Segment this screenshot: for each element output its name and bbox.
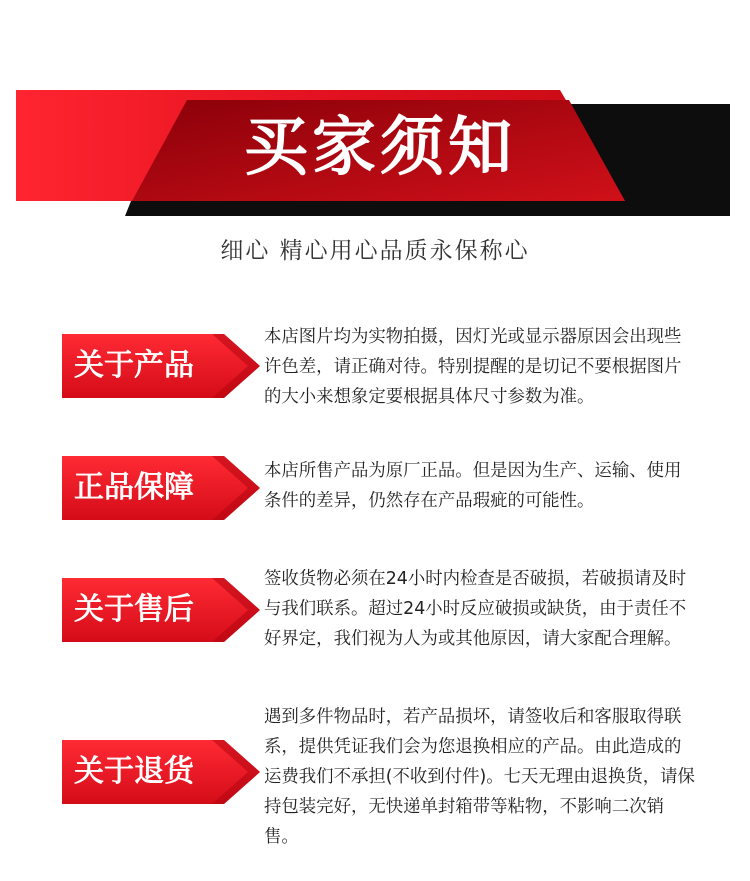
section-tag [62, 578, 260, 642]
section-label: 正品保障 [74, 470, 194, 505]
section-returns [62, 702, 702, 852]
section-text: 本店图片均为实物拍摄，因灯光或显示器原因会出现些许色差，请正确对待。特别提醒的是切记不要根据图片的大小来想象定要根据具体尺寸参数为准。 [264, 327, 682, 407]
section-text: 签收货物必须在24小时内检查是否破损，若破损请及时与我们联系。超过24小时反应破损或缺货，由于责任不好界定，我们视为人为或其他原因，请大家配合理解。 [264, 569, 687, 649]
section-label: 关于售后 [74, 592, 194, 627]
section-product [62, 322, 702, 422]
header-banner [0, 0, 750, 230]
section-text: 遇到多件物品时，若产品损坏，请签收后和客服取得联系，提供凭证我们会为您退换相应的产品。由此造成的运费我们不承担(不收到付件)。七天无理由退换货，请保持包装完好，无快递单封箱带等粘物，不影响二次销售。 [264, 707, 695, 847]
page-subtitle: 细心 精心用心品质永保称心 [220, 238, 530, 264]
section-tag [62, 456, 260, 520]
page-title: 买家须知 [244, 111, 516, 185]
section-authenticity [62, 456, 702, 526]
section-tag [62, 740, 260, 804]
section-after-sales [62, 564, 702, 664]
section-label: 关于退货 [74, 754, 194, 789]
section-text: 本店所售产品为原厂正品。但是因为生产、运输、使用条件的差异，仍然存在产品瑕疵的可能性。 [264, 461, 682, 511]
section-tag [62, 334, 260, 398]
section-label: 关于产品 [74, 348, 194, 383]
